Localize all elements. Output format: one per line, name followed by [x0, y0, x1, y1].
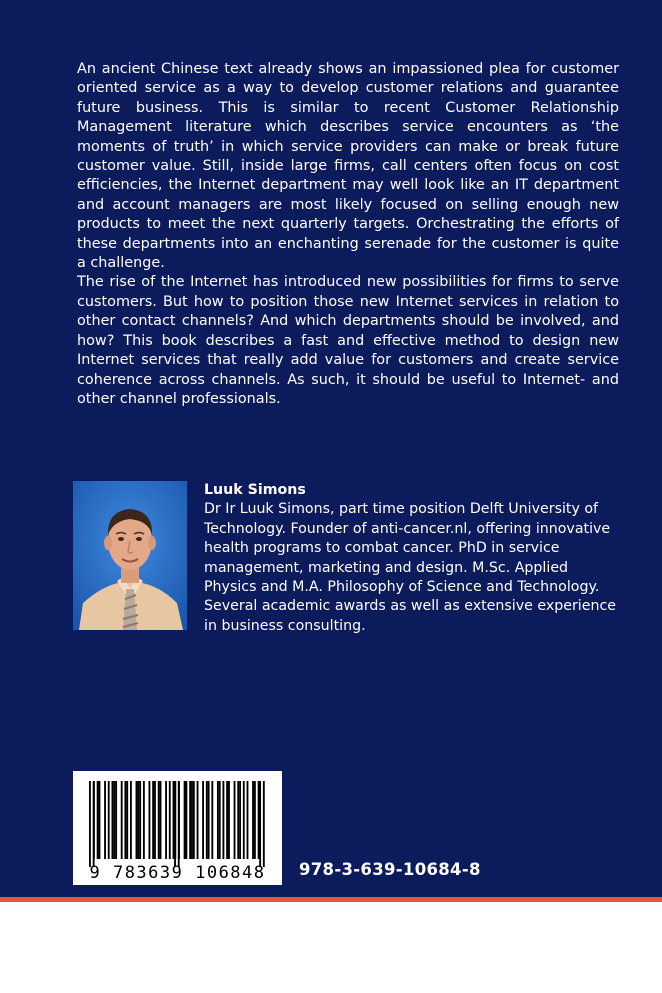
barcode-bar	[152, 781, 154, 859]
barcode-bar	[113, 781, 115, 859]
barcode-bar	[186, 781, 188, 859]
barcode-bar	[158, 781, 160, 859]
barcode-bar	[223, 781, 225, 859]
barcode-bar	[149, 781, 151, 859]
barcode-bar	[112, 781, 114, 859]
barcode-bar	[189, 781, 191, 859]
barcode-bar	[234, 781, 236, 859]
barcode-bar	[115, 781, 117, 859]
barcode-bar	[193, 781, 195, 859]
barcode-bar	[139, 781, 141, 859]
barcode-bar	[126, 781, 128, 859]
author-info	[204, 481, 624, 636]
barcode-guard-bar	[263, 781, 265, 867]
barcode-bar	[169, 781, 171, 859]
barcode-bar	[247, 781, 249, 859]
barcode-bar	[93, 781, 95, 859]
author-photo	[73, 481, 187, 630]
author-name: Luuk Simons	[204, 482, 306, 498]
barcode-bar	[173, 781, 175, 859]
barcode-bar	[258, 781, 260, 859]
bottom-margin	[0, 902, 662, 993]
barcode-bar	[228, 781, 230, 859]
barcode-bar	[219, 781, 221, 859]
barcode-bar	[178, 781, 180, 859]
barcode-bar	[154, 781, 156, 859]
barcode-bar	[252, 781, 254, 859]
barcode-bar	[191, 781, 193, 859]
barcode-bar	[211, 781, 213, 859]
book-blurb	[77, 60, 619, 409]
barcode-bar	[206, 781, 208, 859]
barcode-bar	[243, 781, 245, 859]
barcode-bar	[104, 781, 106, 859]
isbn-barcode	[73, 771, 282, 885]
barcode-bar	[97, 781, 99, 859]
barcode-bar	[254, 781, 256, 859]
barcode-bar	[108, 781, 110, 859]
barcode-image	[73, 771, 282, 885]
isbn-number: 978-3-639-10684-8	[299, 860, 481, 879]
barcode-bar	[208, 781, 210, 859]
barcode-bar	[184, 781, 186, 859]
barcode-bar	[197, 781, 199, 859]
barcode-bar	[217, 781, 219, 859]
author-bio: Dr Ir Luuk Simons, part time position Delft University of Technology. Founder of anti-cancer.nl, offering innovative health programs to combat cancer. PhD in service management, marketing and design. M.Sc. Applied Physics and M.A. Philosophy of Science and Technology. Several academic awards as well as extensive experience in business consulting.	[204, 501, 616, 634]
barcode-bar	[124, 781, 126, 859]
barcode-bar	[202, 781, 204, 859]
barcode-bar	[239, 781, 241, 859]
barcode-bar	[121, 781, 123, 859]
author-portrait-image	[73, 481, 187, 630]
barcode-bar	[237, 781, 239, 859]
barcode-bar	[165, 781, 167, 859]
barcode-bar	[99, 781, 101, 859]
blurb-paragraph-2: The rise of the Internet has introduced new possibilities for firms to serve customers. But how to position those new Internet services in relation to other contact channels? And which departments should be involved, and how? This book describes a fast and effective method to design new Internet services that really add value for customers and create service coherence across channels. As such, it should be useful to Internet- and other channel professionals.	[77, 274, 619, 407]
barcode-digits: 9 783639 106848	[89, 863, 266, 883]
barcode-bar	[160, 781, 162, 859]
barcode-bar	[137, 781, 139, 859]
barcode-bar	[136, 781, 138, 859]
barcode-bar	[174, 781, 176, 859]
barcode-bar	[226, 781, 228, 859]
blurb-paragraph-1: An ancient Chinese text already shows an impassioned plea for customer oriented service as a way to develop customer relations and guarantee future business. This is similar to recent Customer Relationship Management literature which describes service encounters as ‘the moments of truth’ in which service providers can make or break future customer value. Still, inside large firms, call centers often focus on cost efficiencies, the Internet department may well look like an IT department and account managers are most likely focused on selling enough new products to meet the next quarterly targets. Orchestrating the efforts of these departments into an enchanting serenade for the customer is quite a challenge.	[77, 61, 619, 272]
barcode-guard-bar	[89, 781, 91, 867]
barcode-bar	[130, 781, 132, 859]
barcode-bar	[143, 781, 145, 859]
